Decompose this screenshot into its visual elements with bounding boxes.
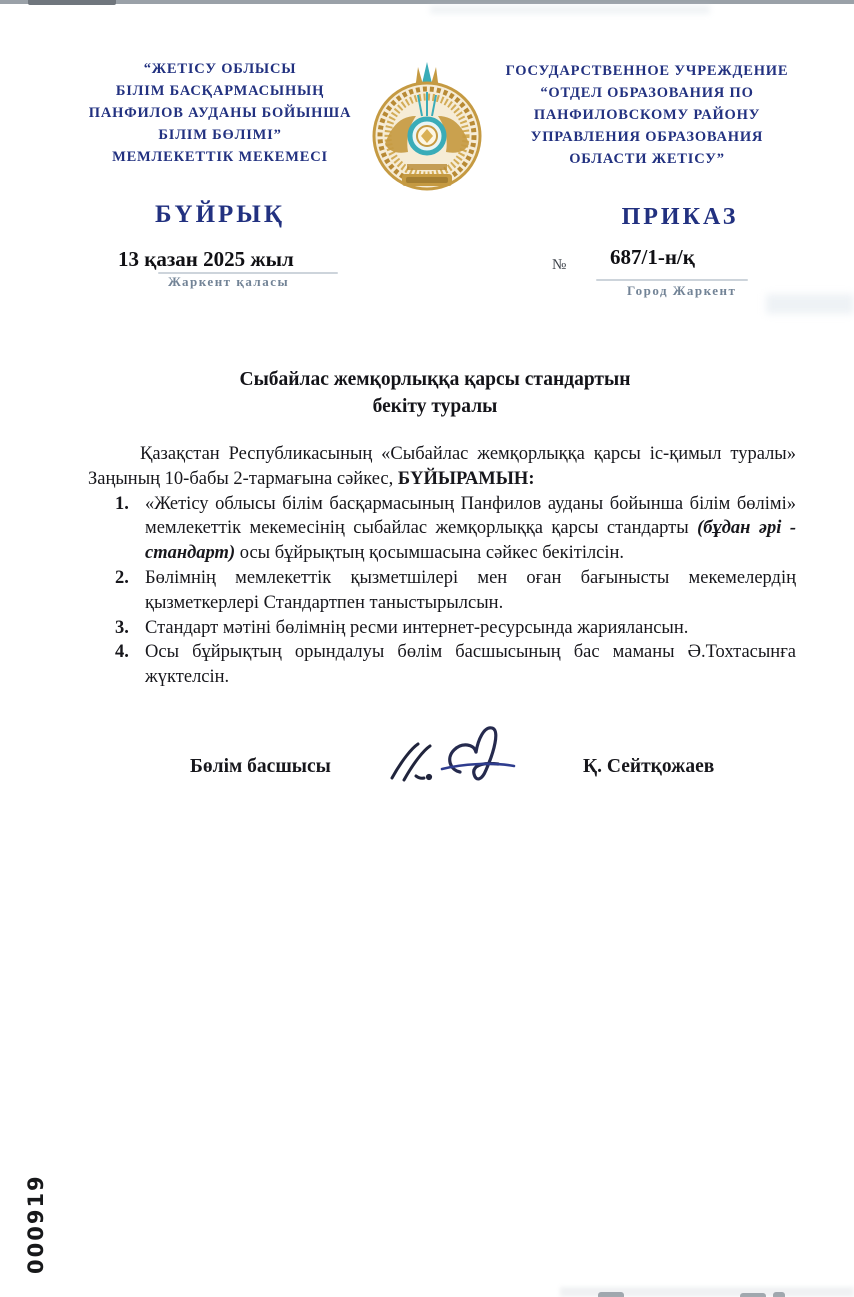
scan-top-edge-smudge (28, 0, 116, 5)
org-name-line: БІЛІМ БӨЛІМІ” (158, 127, 282, 143)
order-item-4 (88, 640, 796, 690)
place-caption-russian: Город Жаркент (627, 283, 737, 298)
scan-top-edge (0, 0, 854, 4)
org-name-line: ПАНФИЛОВСКОМУ РАЙОНУ (533, 107, 761, 123)
item-number: 4. (115, 642, 129, 663)
org-name-line: УПРАВЛЕНИЯ ОБРАЗОВАНИЯ (530, 129, 764, 145)
vertical-registration-code: 000919 (24, 1174, 48, 1274)
document-title (20, 366, 850, 420)
preamble-paragraph (88, 442, 796, 492)
org-name-line: “ЖЕТІСУ ОБЛЫСЫ (143, 61, 297, 77)
item-number: 2. (115, 567, 129, 588)
order-word-kazakh: БҮЙРЫҚ (155, 201, 285, 228)
preamble-text: Қазақстан Республикасының «Сыбайлас жемқорлыққа қарсы іс-қимыл туралы» Заңының 10-бабы 2-тармағына сәйкес, (88, 444, 796, 489)
cutoff-text-fragment (740, 1293, 766, 1297)
org-name-line: ПАНФИЛОВ АУДАНЫ БОЙЫНША (88, 105, 352, 121)
title-line-1: Сыбайлас жемқорлыққа қарсы стандартын (239, 369, 631, 390)
cutoff-text-fragment (773, 1292, 785, 1297)
scan-noise (766, 294, 854, 314)
order-item-1 (88, 492, 796, 566)
order-item-2 (88, 566, 796, 616)
place-caption-kazakh: Жаркент қаласы (168, 274, 290, 289)
kazakhstan-emblem-icon (372, 60, 482, 194)
item-number: 1. (115, 493, 129, 514)
number-sign: № (552, 257, 567, 273)
order-number: 687/1-н/қ (610, 245, 695, 269)
signature-graphic (382, 720, 532, 798)
item-text: осы бұйрықтың қосымшасына сәйкес бекітілсін. (235, 543, 625, 564)
item-italic-text: (бұдан әрі - стандарт) (145, 518, 797, 564)
order-body (88, 442, 796, 690)
org-name-line: ОБЛАСТИ ЖЕТІСУ” (569, 151, 725, 167)
order-items (88, 492, 796, 690)
order-date: 13 қазан 2025 жыл (118, 247, 294, 271)
signer-role: Бөлім басшысы (190, 756, 331, 777)
signer-name: Қ. Сейтқожаев (583, 756, 715, 777)
item-text: Стандарт мәтіні бөлімнің ресми интернет-ресурсында жариялансын. (145, 617, 689, 638)
scan-noise (430, 5, 710, 14)
title-line-2: бекіту туралы (372, 396, 498, 417)
org-name-line: “ОТДЕЛ ОБРАЗОВАНИЯ ПО (540, 85, 754, 101)
org-name-russian (482, 60, 812, 170)
order-word-russian: ПРИКАЗ (621, 204, 739, 230)
org-name-line: МЕМЛЕКЕТТІК МЕКЕМЕСІ (112, 149, 328, 165)
org-name-line: БІЛІМ БАСҚАРМАСЫНЫҢ (115, 83, 325, 99)
org-name-line: ГОСУДАРСТВЕННОЕ УЧРЕЖДЕНИЕ (505, 63, 789, 79)
item-text: Осы бұйрықтың орындалуы бөлім басшысының бас маманы Ә.Тохтасынға жүктелсін. (145, 642, 796, 688)
handwritten-signature (382, 720, 532, 798)
item-text: «Жетісу облысы білім басқармасының Панфилов ауданы бойынша білім бөлімі» мемлекеттік мекемесінің сыбайлас жемқорлыққа қарсы стандарты (145, 493, 796, 539)
org-name-kazakh (70, 58, 370, 168)
order-item-3 (88, 616, 796, 641)
cutoff-text-fragment (598, 1292, 624, 1297)
item-number: 3. (115, 617, 129, 638)
emblem-graphic (372, 60, 482, 194)
item-text: Бөлімнің мемлекеттік қызметшілері мен оған бағынысты мекемелердің қызметкерлері Стандартпен таныстырылсын. (145, 567, 796, 613)
decree-word: БҮЙЫРАМЫН: (397, 468, 535, 489)
number-underline (596, 279, 748, 281)
